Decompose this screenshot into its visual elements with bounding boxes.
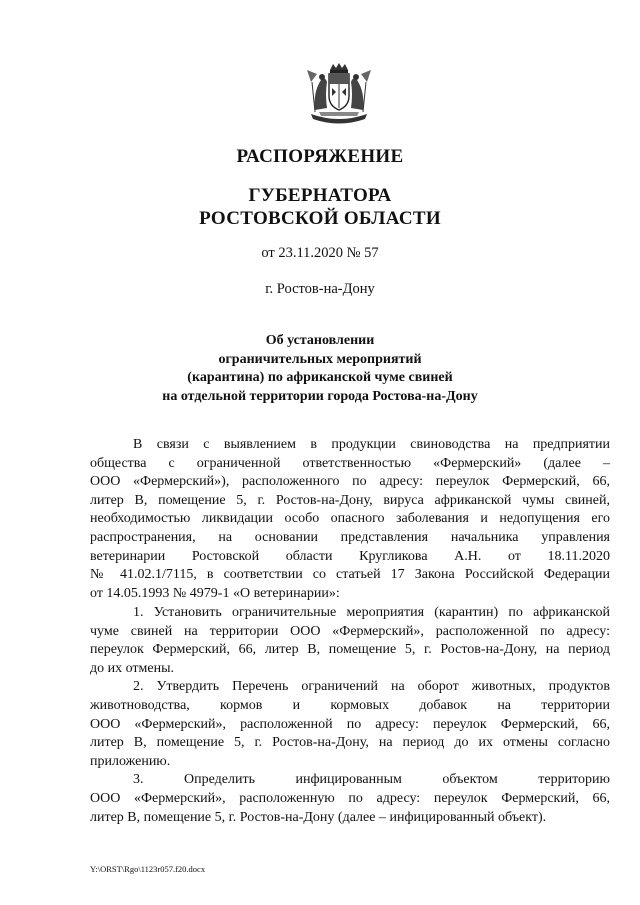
file-path-footer: Y:\ORST\Rgo\1123r057.f20.docx bbox=[90, 864, 206, 874]
subject-line: Об установлении bbox=[265, 333, 375, 348]
preamble-line: ООО «Фермерский»), расположенного по адресу: переулок Фермерский, 66, bbox=[90, 474, 610, 490]
subject-line: на отдельной территории города Ростова-на-Дону bbox=[162, 388, 478, 404]
item-2-line: ООО «Фермерский», расположенной по адресу: переулок Фермерский, 66, bbox=[90, 716, 610, 732]
item-2-line: приложению. bbox=[90, 753, 171, 769]
item-2-line: животноводства, кормов и кормовых добавок на территории bbox=[90, 697, 610, 713]
coat-of-arms-emblem bbox=[303, 62, 375, 126]
item-2-line: литер В, помещение 5, г. Ростов-на-Дону, на период до их отмены согласно bbox=[90, 735, 610, 751]
document-city: г. Ростов-на-Дону bbox=[265, 281, 375, 297]
preamble-line: необходимостью ликвидации особо опасного заболевания и недопущения его bbox=[90, 511, 610, 527]
document-date-number: от 23.11.2020 № 57 bbox=[261, 245, 379, 261]
preamble-line: литер В, помещение 5, г. Ростов-на-Дону, вируса африканской чумы свиней, bbox=[90, 492, 610, 508]
item-1-line: 1. Установить ограничительные мероприятия (карантин) по африканской bbox=[133, 605, 610, 620]
preamble-line: ветеринарии Ростовской области Кругликова А.Н. от 18.11.2020 bbox=[90, 548, 610, 564]
item-3-line: литер В, помещение 5, г. Ростов-на-Дону (далее – инфицированный объект). bbox=[90, 809, 547, 825]
document-subject-heading bbox=[0, 332, 640, 406]
item-1-line: переулок Фермерский, 66, литер В, помещение 5, г. Ростов-на-Дону, на период bbox=[90, 642, 610, 658]
ordering-items bbox=[90, 604, 610, 827]
item-1-line: до их отмены. bbox=[90, 660, 175, 676]
document-subtitle-line-2: РОСТОВСКОЙ ОБЛАСТИ bbox=[199, 208, 441, 229]
document-subtitle-line-1: ГУБЕРНАТОРА bbox=[248, 185, 392, 206]
subject-line: (карантина) по африканской чуме свиней bbox=[187, 370, 453, 386]
preamble-line: № 41.02.1/7115, в соответствии со статьей 17 Закона Российской Федерации bbox=[90, 567, 610, 583]
preamble-line: от 14.05.1993 № 4979-1 «О ветеринарии»: bbox=[90, 585, 340, 601]
subject-line: ограничительных мероприятий bbox=[218, 351, 422, 367]
item-3-line: 3. Определить инфицированным объектом территорию bbox=[133, 772, 610, 788]
preamble-line: В связи с выявлением в продукции свиноводства на предприятии bbox=[133, 437, 610, 452]
preamble-line: общества с ограниченной ответственностью «Фермерский» (далее – bbox=[90, 455, 610, 471]
item-2-line: 2. Утвердить Перечень ограничений на оборот животных, продуктов bbox=[133, 679, 610, 695]
item-3-line: ООО «Фермерский», расположенную по адресу: переулок Фермерский, 66, bbox=[90, 790, 610, 806]
item-1-line: чуме свиней на территории ООО «Фермерский», расположенной по адресу: bbox=[90, 623, 610, 639]
document-title: РАСПОРЯЖЕНИЕ bbox=[236, 146, 404, 167]
preamble-paragraph bbox=[90, 436, 610, 603]
preamble-line: распространения, на основании представления начальника управления bbox=[90, 529, 610, 545]
